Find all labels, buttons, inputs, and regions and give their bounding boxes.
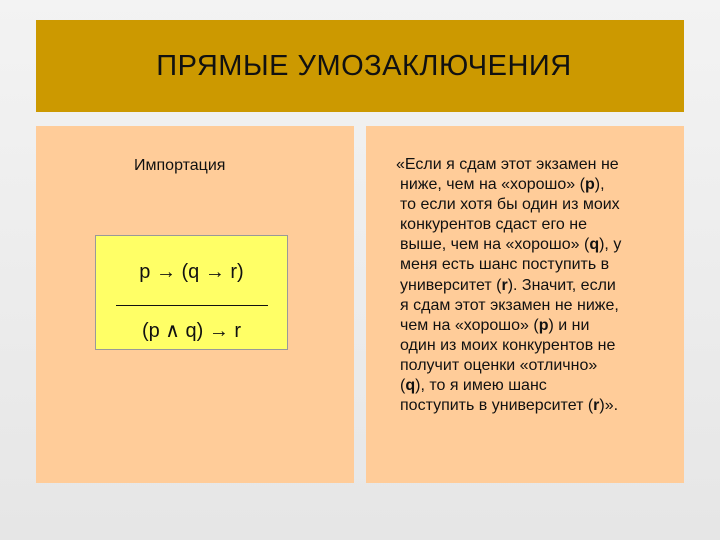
example-line	[382, 175, 678, 195]
example-line	[382, 155, 678, 175]
slide-title: ПРЯМЫЕ УМОЗАКЛЮЧЕНИЯ	[156, 49, 572, 82]
example-line-text: один из моих конкурентов не	[400, 336, 616, 354]
example-line	[382, 296, 678, 316]
example-line-text: ), то я имею шанс	[415, 377, 547, 395]
example-text	[382, 155, 678, 416]
variable-letter: p	[584, 176, 595, 194]
example-line-text: ниже, чем на «хорошо» (	[400, 176, 585, 194]
example-line	[382, 396, 678, 416]
example-line-text: то если хотя бы один из моих	[400, 196, 620, 214]
example-line-text: я сдам этот экзамен не ниже,	[400, 296, 619, 314]
example-line-text: меня есть шанс поступить в	[400, 256, 610, 274]
example-line-text: ) и ни	[548, 316, 590, 334]
variable-letter: q	[589, 236, 600, 254]
example-line-text: университет (	[400, 276, 502, 294]
example-line-text: поступить в университет (	[400, 397, 594, 415]
inference-line	[116, 305, 268, 306]
example-line-text: конкурентов сдаст его не	[400, 216, 588, 234]
example-line-text: «Если я сдам этот экзамен не	[396, 156, 619, 173]
example-line	[382, 316, 678, 336]
example-line	[382, 235, 678, 255]
example-line-text: ). Значит, если	[507, 276, 616, 294]
example-line-text: выше, чем на «хорошо» (	[400, 236, 590, 254]
example-line	[382, 376, 678, 396]
example-line-text: )».	[599, 397, 619, 415]
example-line-text: ), у	[599, 236, 622, 254]
example-line-text: (	[400, 377, 406, 395]
title-bar	[36, 20, 684, 112]
example-line-text: чем на «хорошо» (	[400, 316, 539, 334]
example-line-text: получит оценки «отлично»	[400, 356, 598, 374]
example-line	[382, 195, 678, 215]
premise-formula: p → (q → r)	[139, 261, 244, 283]
example-line	[382, 215, 678, 235]
variable-letter: p	[538, 316, 549, 334]
variable-letter: q	[405, 377, 416, 395]
variable-letter: r	[593, 397, 600, 415]
variable-letter: r	[501, 276, 508, 294]
example-line-text: ),	[594, 176, 605, 194]
example-line	[382, 255, 678, 275]
example-line	[382, 336, 678, 356]
conclusion-formula: (p ∧ q) → r	[141, 320, 242, 342]
example-line	[382, 356, 678, 376]
rule-heading: Импортация	[134, 157, 226, 174]
example-line	[382, 276, 678, 296]
formula-box	[95, 235, 288, 350]
